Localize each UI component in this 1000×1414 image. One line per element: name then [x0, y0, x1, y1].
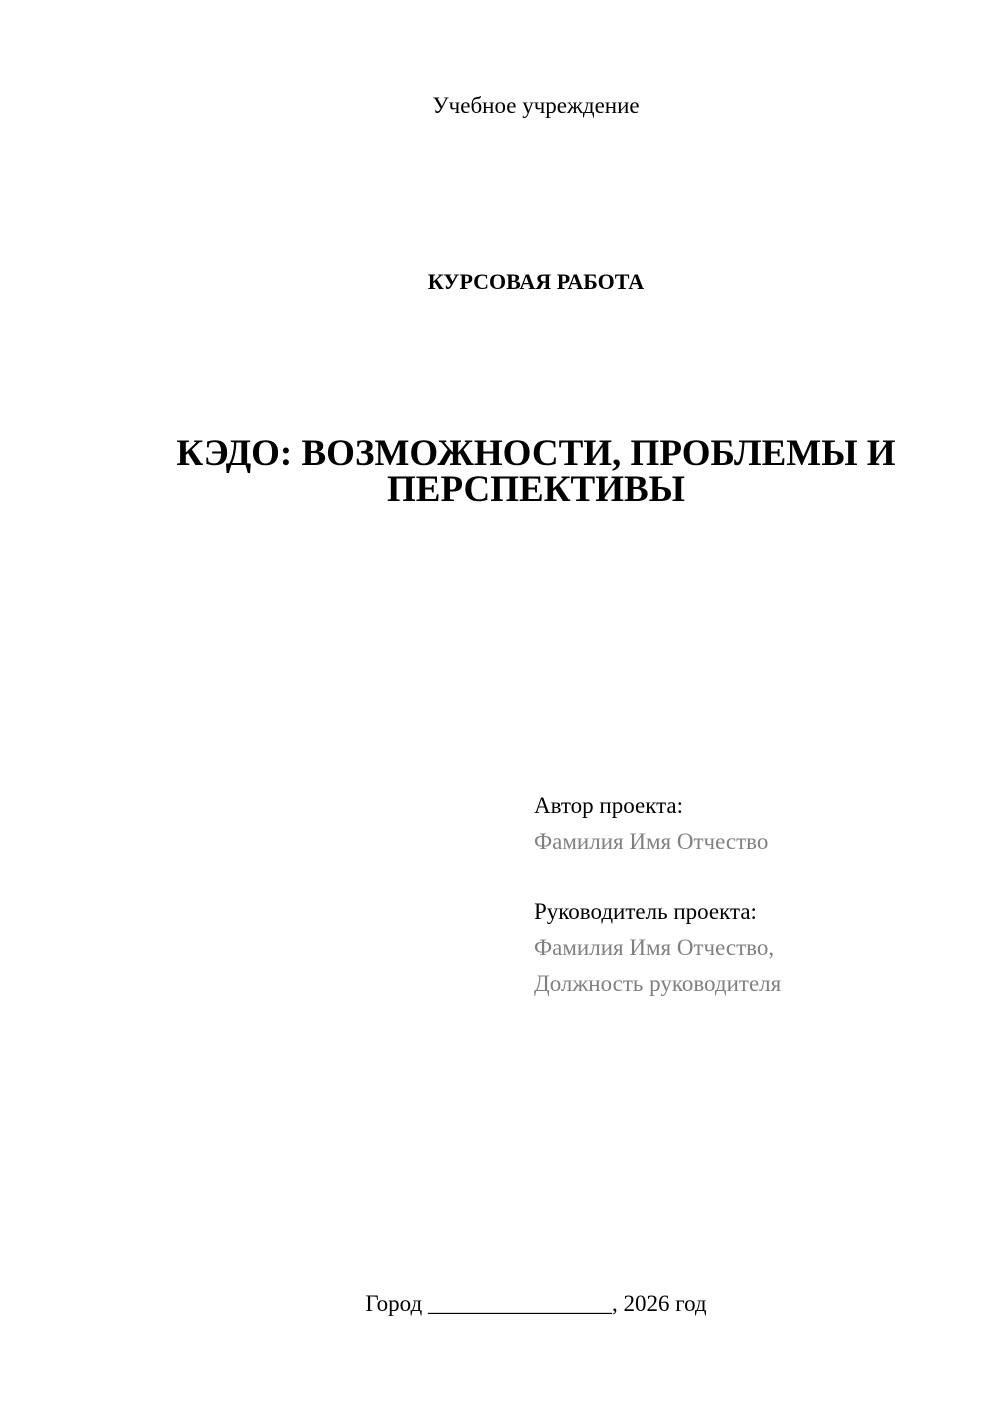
author-name: Фамилия Имя Отчество — [534, 829, 769, 854]
city-year-footer: Город ________________, 2026 год — [365, 1291, 707, 1316]
project-info-block — [534, 788, 974, 1002]
title-line-1: КЭДО: ВОЗМОЖНОСТИ, ПРОБЛЕМЫ И — [176, 433, 896, 474]
supervisor-label: Руководитель проекта: — [534, 899, 757, 924]
work-type-heading: КУРСОВАЯ РАБОТА — [427, 269, 645, 294]
supervisor-name: Фамилия Имя Отчество, — [534, 935, 775, 960]
supervisor-position: Должность руководителя — [534, 971, 782, 996]
info-spacer — [534, 860, 974, 894]
title-line-2: ПЕРСПЕКТИВЫ — [387, 469, 685, 510]
author-label: Автор проекта: — [534, 793, 683, 818]
document-title — [140, 433, 932, 510]
institution-name: Учебное учреждение — [432, 93, 640, 118]
